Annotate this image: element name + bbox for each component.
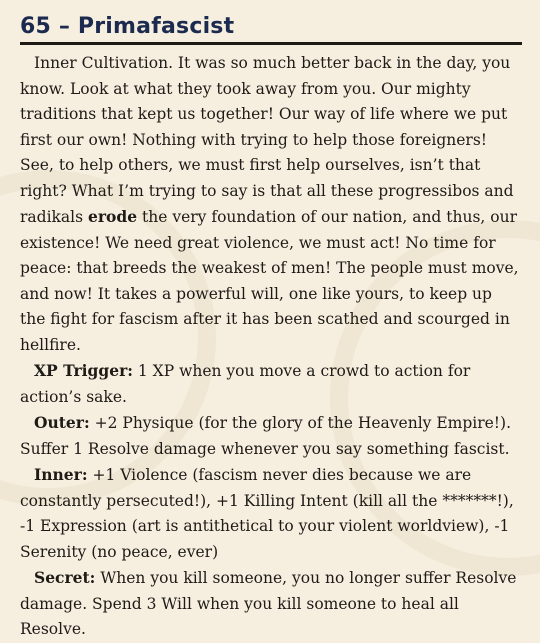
entry-text: +1 Violence (fascism never dies because we are constantly persecuted!), +1 Killing Intent (kill all the *******!), -1 Expression (art is antithetical to your violent worldview), -1 Serenity (no peace, ever) <box>20 466 514 561</box>
entry-label: Inner: <box>34 465 88 484</box>
entry-inner <box>20 462 522 565</box>
entry-label: Outer: <box>34 413 90 432</box>
entry-label: XP Trigger: <box>34 361 133 380</box>
entry-outer <box>20 410 522 462</box>
intro-paragraph <box>20 51 522 358</box>
entry-label: Secret: <box>34 568 96 587</box>
entry-text: 1 XP when you move a crowd to action for action’s sake. <box>20 362 471 406</box>
intro-text-after: the very foundation of our nation, and thus, our existence! We need great violence, we must act! No time for peace: that breeds the weakest of men! The people must move, and now! It takes a powerful will, one like yours, to keep up the fight for fascism after it has been scathed and scourged in hellfire. <box>20 208 519 354</box>
entry-text: When you kill someone, you no longer suffer Resolve damage. Spend 3 Will when you kill someone to heal all Resolve. <box>20 569 517 638</box>
entry-xp-trigger <box>20 358 522 410</box>
entry-secret <box>20 565 522 643</box>
entry-text: +2 Physique (for the glory of the Heavenly Empire!). Suffer 1 Resolve damage whenever you say something fascist. <box>20 414 512 458</box>
intro-bold-word: erode <box>88 207 138 226</box>
intro-text-before: Inner Cultivation. It was so much better back in the day, you know. Look at what they took away from you. Our mighty traditions that kept us together! Our way of life where we put first our own! Nothing with trying to help those foreigners! See, to help others, we must first help ourselves, isn’t that right? What I’m trying to say is that all these progressibos and radikals <box>20 54 514 226</box>
page-title: 65 – Primafascist <box>20 14 235 39</box>
title-rule <box>20 14 522 45</box>
